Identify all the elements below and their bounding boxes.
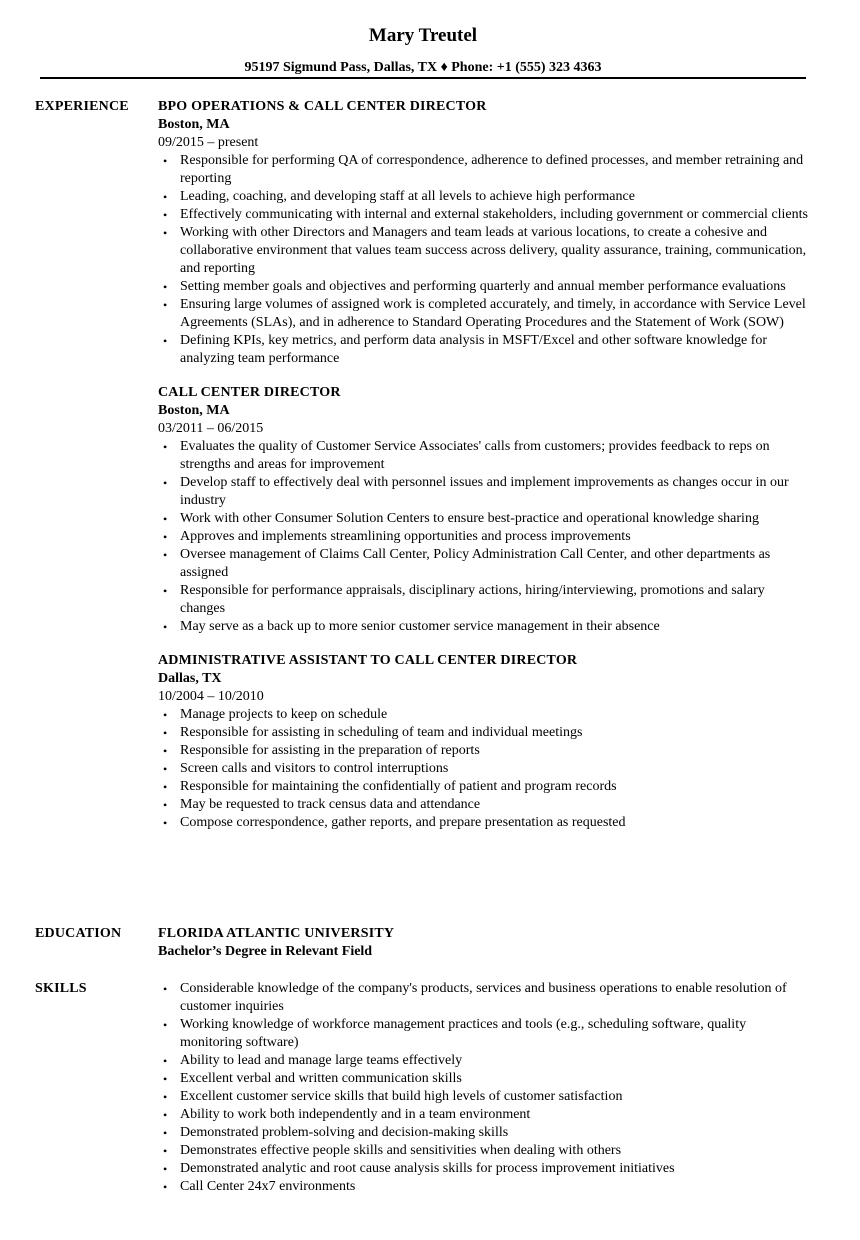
list-item [158, 706, 810, 724]
list-item [158, 1088, 810, 1106]
list-item [158, 778, 810, 796]
bullet-icon: • [163, 1108, 168, 1122]
job-location: Boston, MA [158, 117, 230, 132]
bullet-icon: • [163, 982, 168, 996]
bullet-icon: • [163, 1018, 168, 1032]
bullet-icon: • [163, 1180, 168, 1194]
list-item [158, 1070, 810, 1088]
skill-text: Excellent customer service skills that build high levels of customer satisfaction [180, 1089, 623, 1104]
skill-text: Ability to lead and manage large teams effectively [180, 1053, 463, 1068]
bullet-icon: • [163, 440, 168, 454]
skill-text: Demonstrates effective people skills and sensitivities when dealing with others [180, 1143, 622, 1158]
bullet-icon: • [163, 512, 168, 526]
job-entry [158, 98, 810, 368]
job-duties [158, 706, 810, 832]
bullet-icon: • [163, 726, 168, 740]
bullet-icon: • [163, 1090, 168, 1104]
list-item [158, 724, 810, 742]
candidate-name: Mary Treutel [368, 25, 478, 46]
duty-text: Compose correspondence, gather reports, and prepare presentation as requested [180, 815, 626, 830]
bullet-icon: • [163, 798, 168, 812]
duty-text: Defining KPIs, key metrics, and perform data analysis in MSFT/Excel and other software knowledge for analyzing team performance [180, 333, 768, 366]
duty-text: Leading, coaching, and developing staff at all levels to achieve high performance [180, 189, 635, 204]
list-item [158, 278, 810, 296]
bullet-icon: • [163, 620, 168, 634]
bullet-icon: • [163, 190, 168, 204]
list-item [158, 1142, 810, 1160]
bullet-icon: • [163, 208, 168, 222]
bullet-icon: • [163, 780, 168, 794]
duty-text: Responsible for maintaining the confidentially of patient and program records [180, 779, 617, 794]
list-item [158, 528, 810, 546]
job-title: ADMINISTRATIVE ASSISTANT TO CALL CENTER DIRECTOR [158, 653, 578, 668]
bullet-icon: • [163, 584, 168, 598]
school-name: FLORIDA ATLANTIC UNIVERSITY [158, 926, 395, 941]
job-dates: 03/2011 – 06/2015 [158, 421, 264, 436]
bullet-icon: • [163, 280, 168, 294]
job-dates: 09/2015 – present [158, 135, 259, 150]
list-item [158, 224, 810, 278]
job-location: Dallas, TX [158, 671, 222, 686]
duty-text: Responsible for assisting in scheduling of team and individual meetings [180, 725, 583, 740]
job-title: CALL CENTER DIRECTOR [158, 385, 341, 400]
list-item [158, 1178, 810, 1196]
bullet-icon: • [163, 530, 168, 544]
duty-text: Responsible for performing QA of correspondence, adherence to defined processes, and member retraining and reporting [180, 153, 804, 186]
job-entry [158, 384, 810, 636]
section-heading: SKILLS [35, 981, 87, 996]
list-item [158, 1124, 810, 1142]
skill-text: Call Center 24x7 environments [180, 1179, 356, 1194]
list-item [158, 510, 810, 528]
duty-text: Oversee management of Claims Call Center, Policy Administration Call Center, and other departments as assigned [180, 547, 771, 580]
list-item [158, 760, 810, 778]
job-location: Boston, MA [158, 403, 230, 418]
duty-text: Ensuring large volumes of assigned work is completed accurately, and timely, in accordance with Service Level Agreements (SLAs), and in adherence to Standard Operating Procedures and the Statement of Work (SOW) [180, 297, 806, 330]
bullet-icon: • [163, 154, 168, 168]
section-heading: EDUCATION [35, 926, 122, 941]
job-duties [158, 152, 810, 368]
list-item [158, 332, 810, 368]
bullet-icon: • [163, 334, 168, 348]
duty-text: Responsible for assisting in the preparation of reports [180, 743, 480, 758]
list-item [158, 814, 810, 832]
job-dates: 10/2004 – 10/2010 [158, 689, 264, 704]
resume-header [40, 24, 806, 77]
education-entry [158, 925, 810, 961]
skills-list [158, 980, 810, 1196]
list-item [158, 152, 810, 188]
duty-text: May be requested to track census data and attendance [180, 797, 481, 812]
section-heading: EXPERIENCE [35, 99, 129, 114]
bullet-icon: • [163, 476, 168, 490]
experience-list [158, 98, 810, 848]
duty-text: Develop staff to effectively deal with personnel issues and implement improvements as changes occur in our industry [180, 475, 789, 508]
duty-text: Manage projects to keep on schedule [180, 707, 388, 722]
bullet-icon: • [163, 1126, 168, 1140]
bullet-icon: • [163, 548, 168, 562]
header-divider [40, 77, 806, 79]
duty-text: Effectively communicating with internal and external stakeholders, including government or commercial clients [180, 207, 808, 222]
list-item [158, 618, 810, 636]
bullet-icon: • [163, 1054, 168, 1068]
job-entry [158, 652, 810, 832]
bullet-icon: • [163, 1162, 168, 1176]
list-item [158, 742, 810, 760]
bullet-icon: • [163, 298, 168, 312]
list-item [158, 1106, 810, 1124]
bullet-icon: • [163, 816, 168, 830]
bullet-icon: • [163, 1144, 168, 1158]
list-item [158, 582, 810, 618]
duty-text: May serve as a back up to more senior customer service management in their absence [180, 619, 660, 634]
list-item [158, 1052, 810, 1070]
bullet-icon: • [163, 226, 168, 240]
bullet-icon: • [163, 708, 168, 722]
list-item [158, 1016, 810, 1052]
list-item [158, 296, 810, 332]
contact-line: 95197 Sigmund Pass, Dallas, TX ♦ Phone: +1 (555) 323 4363 [244, 60, 602, 75]
list-item [158, 206, 810, 224]
skills-list-wrapper [158, 980, 810, 1196]
duty-text: Setting member goals and objectives and performing quarterly and annual member performance evaluations [180, 279, 786, 294]
bullet-icon: • [163, 744, 168, 758]
duty-text: Responsible for performance appraisals, disciplinary actions, hiring/interviewing, promotions and salary changes [180, 583, 765, 616]
duty-text: Work with other Consumer Solution Centers to ensure best-practice and operational knowledge sharing [180, 511, 759, 526]
list-item [158, 796, 810, 814]
skill-text: Working knowledge of workforce management practices and tools (e.g., scheduling software, quality monitoring software) [180, 1017, 747, 1050]
skill-text: Demonstrated problem-solving and decision-making skills [180, 1125, 509, 1140]
skill-text: Ability to work both independently and in a team environment [180, 1107, 531, 1122]
list-item [158, 438, 810, 474]
job-title: BPO OPERATIONS & CALL CENTER DIRECTOR [158, 99, 487, 114]
job-duties [158, 438, 810, 636]
duty-text: Evaluates the quality of Customer Service Associates' calls from customers; provides feedback to reps on strengths and areas for improvement [180, 439, 770, 472]
skill-text: Considerable knowledge of the company's products, services and business operations to enable resolution of customer inquiries [180, 981, 787, 1014]
duty-text: Screen calls and visitors to control interruptions [180, 761, 449, 776]
duty-text: Working with other Directors and Managers and team leads at various locations, to create a cohesive and collaborative environment that values team success across delivery, quality assurance, training, communication, and reporting [180, 225, 807, 276]
list-item [158, 546, 810, 582]
list-item [158, 474, 810, 510]
duty-text: Approves and implements streamlining opportunities and process improvements [180, 529, 631, 544]
list-item [158, 980, 810, 1016]
bullet-icon: • [163, 762, 168, 776]
skill-text: Excellent verbal and written communication skills [180, 1071, 462, 1086]
list-item [158, 188, 810, 206]
list-item [158, 1160, 810, 1178]
degree: Bachelor’s Degree in Relevant Field [158, 944, 373, 959]
skill-text: Demonstrated analytic and root cause analysis skills for process improvement initiatives [180, 1161, 675, 1176]
bullet-icon: • [163, 1072, 168, 1086]
